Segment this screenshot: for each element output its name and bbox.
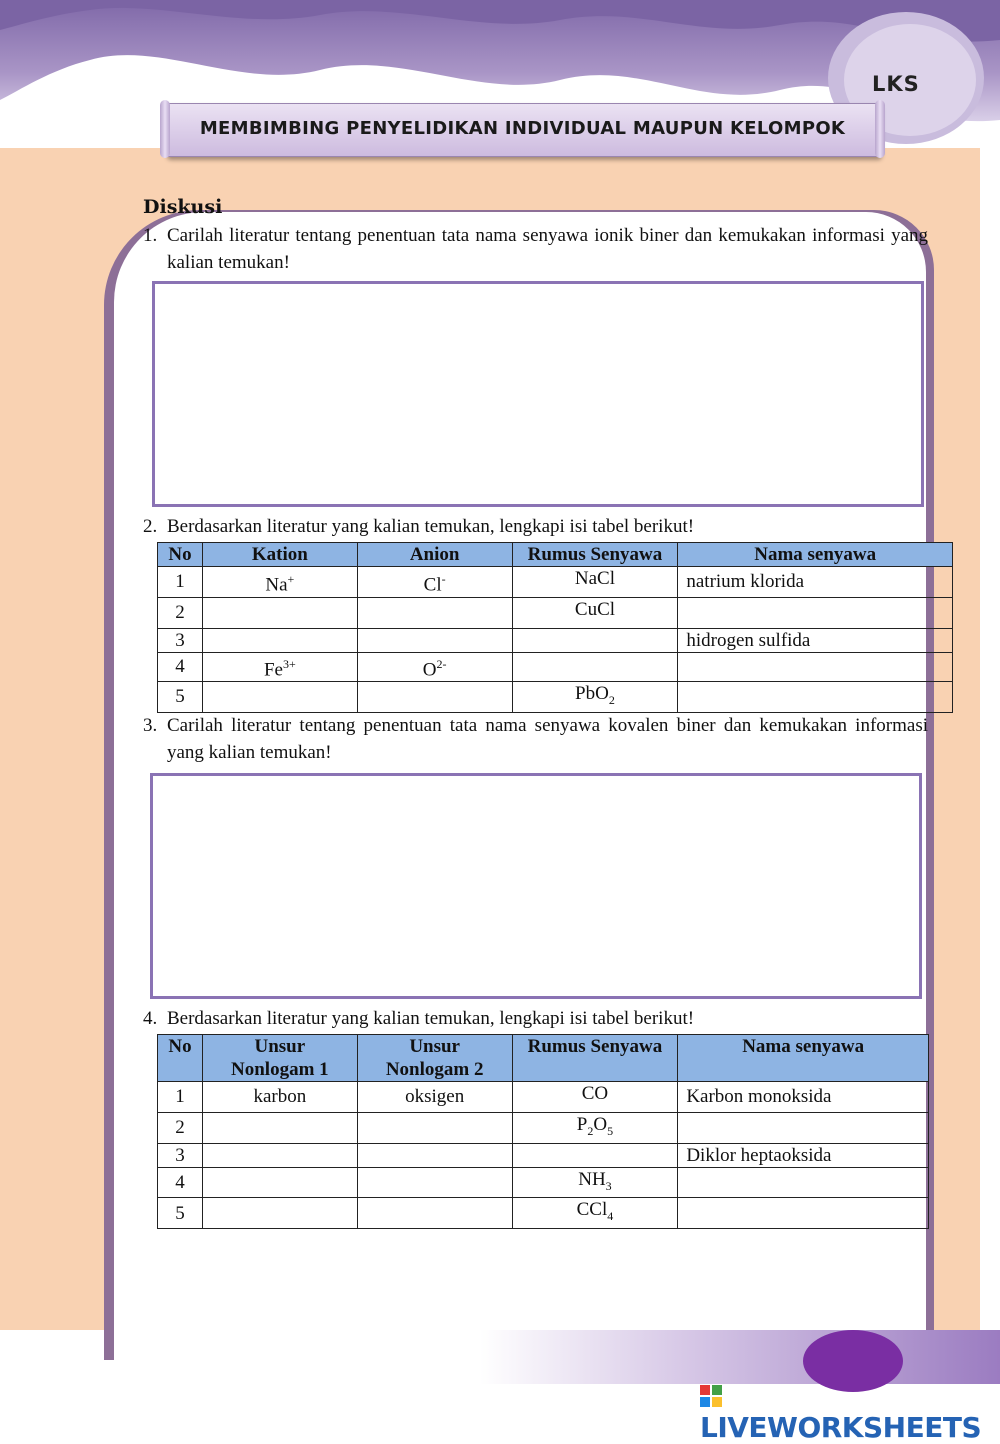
question-number: 2. xyxy=(143,516,158,537)
formula: CuCl xyxy=(574,598,616,620)
ion-symbol: O xyxy=(422,658,437,680)
cell-rumus[interactable] xyxy=(512,652,678,681)
header-no: No xyxy=(158,543,203,567)
cell-no: 3 xyxy=(158,1143,203,1167)
cell-unsur-1[interactable] xyxy=(202,1167,357,1198)
cell-kation[interactable] xyxy=(202,652,357,681)
cell-unsur-2[interactable] xyxy=(357,1143,512,1167)
header-line: Unsur xyxy=(409,1036,460,1057)
cell-no: 5 xyxy=(158,1198,203,1229)
cell-nama[interactable]: hidrogen sulfida xyxy=(678,628,953,652)
header-line: Unsur xyxy=(254,1036,306,1057)
cell-no: 2 xyxy=(158,1112,203,1143)
question-4 xyxy=(143,1005,928,1032)
cell-anion[interactable] xyxy=(357,681,512,712)
header-rumus: Rumus Senyawa xyxy=(512,543,678,567)
liveworksheets-icon xyxy=(700,1385,722,1407)
ion-symbol: Fe xyxy=(263,658,283,680)
cell-rumus[interactable] xyxy=(512,1082,678,1113)
ion-charge: 2- xyxy=(436,656,447,671)
answer-box-1[interactable] xyxy=(152,281,924,507)
cell-rumus[interactable] xyxy=(512,1167,678,1198)
cell-nama[interactable] xyxy=(678,652,953,681)
question-number: 3. xyxy=(143,715,158,736)
cell-unsur-2[interactable] xyxy=(357,1112,512,1143)
cell-unsur-1[interactable] xyxy=(202,1112,357,1143)
cell-no: 3 xyxy=(158,628,203,652)
cell-rumus[interactable] xyxy=(512,597,678,628)
header-rumus: Rumus Senyawa xyxy=(512,1035,678,1082)
formula: O xyxy=(593,1113,608,1135)
cell-kation[interactable] xyxy=(202,628,357,652)
question-text: Carilah literatur tentang penentuan tata nama senyawa ionik biner dan kemukakan informasi yang kalian temukan! xyxy=(167,225,928,273)
table-row xyxy=(158,652,953,681)
brand-name: LIVEWORKSHEETS xyxy=(700,1411,982,1444)
ion-charge: - xyxy=(441,571,446,586)
table-row xyxy=(158,1112,929,1143)
table-row xyxy=(158,567,953,598)
formula-subscript: 5 xyxy=(607,1123,614,1138)
header-unsur-1 xyxy=(202,1035,357,1082)
cell-nama[interactable]: natrium klorida xyxy=(678,567,953,598)
header-kation: Kation xyxy=(202,543,357,567)
cell-rumus[interactable] xyxy=(512,567,678,598)
cell-anion[interactable] xyxy=(357,597,512,628)
covalent-compound-table xyxy=(157,1034,929,1229)
header-nama: Nama senyawa xyxy=(678,543,953,567)
cell-unsur-1[interactable] xyxy=(202,1198,357,1229)
ion-symbol: Na xyxy=(265,574,288,596)
header-no: No xyxy=(158,1035,203,1082)
cell-unsur-2[interactable] xyxy=(357,1198,512,1229)
cell-nama[interactable] xyxy=(678,681,953,712)
cell-nama[interactable] xyxy=(678,1198,929,1229)
cell-nama[interactable]: Diklor heptaoksida xyxy=(678,1143,929,1167)
answer-box-3[interactable] xyxy=(150,773,922,999)
cell-unsur-1[interactable] xyxy=(202,1143,357,1167)
cell-rumus[interactable] xyxy=(512,628,678,652)
table-row xyxy=(158,1198,929,1229)
footer-decoration xyxy=(480,1330,1000,1384)
cell-kation[interactable] xyxy=(202,597,357,628)
cell-no: 4 xyxy=(158,1167,203,1198)
table-row xyxy=(158,681,953,712)
table-row xyxy=(158,1143,929,1167)
formula: P xyxy=(576,1113,588,1135)
question-text: Carilah literatur tentang penentuan tata nama senyawa kovalen biner dan kemukakan informasi yang kalian temukan! xyxy=(167,715,928,763)
header-unsur-2 xyxy=(357,1035,512,1082)
question-3 xyxy=(143,712,928,766)
title-banner xyxy=(165,103,880,157)
cell-rumus[interactable] xyxy=(512,681,678,712)
cell-kation[interactable] xyxy=(202,567,357,598)
cell-unsur-2[interactable] xyxy=(357,1167,512,1198)
formula-subscript: 4 xyxy=(607,1209,614,1224)
formula-subscript: 2 xyxy=(608,692,615,707)
lks-badge: LKS xyxy=(872,72,920,96)
cell-unsur-2[interactable]: oksigen xyxy=(357,1082,512,1113)
table-row xyxy=(158,1082,929,1113)
formula: PbO xyxy=(575,682,609,704)
question-text: Berdasarkan literatur yang kalian temukan, lengkapi isi tabel berikut! xyxy=(167,516,695,537)
question-number: 4. xyxy=(143,1008,158,1029)
formula-subscript: 2 xyxy=(587,1123,594,1138)
header-anion: Anion xyxy=(357,543,512,567)
header-line: Nonlogam 1 xyxy=(231,1059,329,1080)
formula: CO xyxy=(581,1083,609,1104)
cell-anion[interactable] xyxy=(357,567,512,598)
ion-symbol: Cl xyxy=(423,574,442,596)
cell-nama[interactable] xyxy=(678,597,953,628)
cell-no: 2 xyxy=(158,597,203,628)
table-row xyxy=(158,597,953,628)
header-line: Nonlogam 2 xyxy=(385,1059,484,1080)
ion-charge: + xyxy=(287,571,295,586)
table-row xyxy=(158,628,953,652)
cell-anion[interactable] xyxy=(357,628,512,652)
table-row xyxy=(158,1167,929,1198)
cell-no: 1 xyxy=(158,567,203,598)
cell-nama[interactable] xyxy=(678,1167,929,1198)
table-header-row xyxy=(158,543,953,567)
question-2 xyxy=(143,513,928,540)
cell-no: 5 xyxy=(158,681,203,712)
banner-title: MEMBIMBING PENYELIDIKAN INDIVIDUAL MAUPUN KELOMPOK xyxy=(199,118,846,139)
formula: NaCl xyxy=(574,568,615,589)
ionic-compound-table xyxy=(157,542,953,713)
cell-rumus[interactable] xyxy=(512,1198,678,1229)
formula: CCl xyxy=(576,1199,608,1221)
question-1 xyxy=(143,222,928,276)
cell-anion[interactable] xyxy=(357,652,512,681)
table-header-row xyxy=(158,1035,929,1082)
cell-nama[interactable]: Karbon monoksida xyxy=(678,1082,929,1113)
section-heading: Diskusi xyxy=(143,196,223,218)
formula-subscript: 3 xyxy=(605,1178,612,1193)
header-nama: Nama senyawa xyxy=(678,1035,929,1082)
cell-rumus[interactable] xyxy=(512,1112,678,1143)
cell-rumus[interactable] xyxy=(512,1143,678,1167)
cell-kation[interactable] xyxy=(202,681,357,712)
question-number: 1. xyxy=(143,225,158,246)
liveworksheets-logo xyxy=(700,1378,1000,1444)
cell-unsur-1[interactable]: karbon xyxy=(202,1082,357,1113)
question-text: Berdasarkan literatur yang kalian temukan, lengkapi isi tabel berikut! xyxy=(167,1008,695,1029)
cell-no: 1 xyxy=(158,1082,203,1113)
cell-nama[interactable] xyxy=(678,1112,929,1143)
cell-no: 4 xyxy=(158,652,203,681)
formula: NH xyxy=(578,1168,606,1190)
ion-charge: 3+ xyxy=(282,656,296,671)
